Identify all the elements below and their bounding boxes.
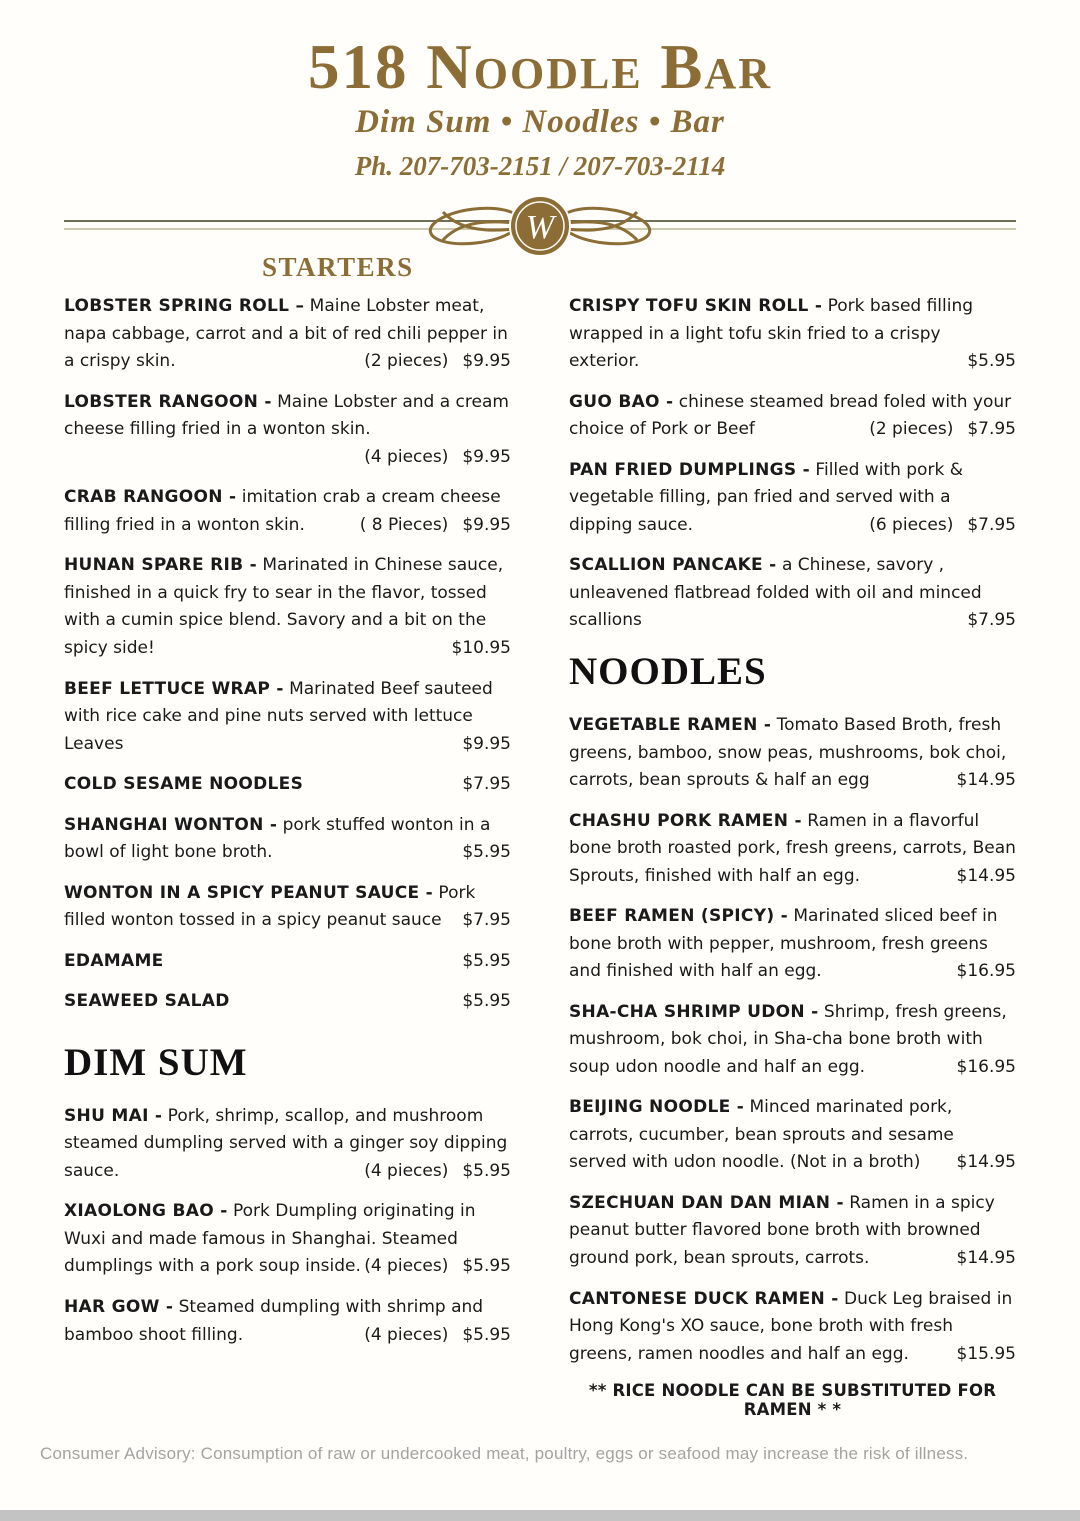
- menu-item: [64, 676, 511, 759]
- item-price-value: $7.95: [967, 514, 1016, 535]
- item-name: SHU MAI -: [64, 1105, 163, 1126]
- ornament-icon: [415, 184, 665, 268]
- item-price-value: $9.95: [462, 733, 511, 754]
- item-price: [957, 767, 1016, 795]
- item-desc: Maine Lobster meat, napa cabbage, carrot and a bit of red chili pepper in a crispy skin.: [64, 296, 508, 372]
- item-price: [364, 1158, 511, 1186]
- item-price-value: $5.95: [462, 991, 511, 1012]
- item-price-value: $14.95: [956, 1152, 1016, 1173]
- bottom-bar: [0, 1510, 1080, 1521]
- item-price-value: $9.95: [462, 446, 511, 467]
- menu-item: [569, 1286, 1016, 1369]
- menu-item: [64, 812, 511, 867]
- menu-item: [569, 903, 1016, 986]
- item-desc: Duck Leg braised in Hong Kong's XO sauce, bone broth with fresh greens, ramen noodles and half an egg.: [569, 1288, 1013, 1364]
- substitution-note: ** RICE NOODLE CAN BE SUBSTITUTED FOR RAMEN * *: [588, 1381, 997, 1420]
- item-name: BEEF RAMEN (SPICY) -: [569, 906, 788, 927]
- item-price: [967, 348, 1016, 376]
- restaurant-subtitle: Dim Sum • Noodles • Bar: [355, 104, 725, 141]
- item-desc: chinese steamed bread foled with your choice of Pork or Beef: [569, 391, 1012, 440]
- item-desc: Pork Dumpling originating in Wuxi and made famous in Shanghai. Steamed dumplings with a pork soup inside.: [64, 1201, 476, 1277]
- item-price-value: $9.95: [462, 351, 511, 372]
- item-price-value: $5.95: [462, 842, 511, 863]
- item-desc: Pork filled wonton tossed in a spicy peanut sauce: [64, 882, 476, 931]
- item-desc: Steamed dumpling with shrimp and bamboo shoot filling.: [64, 1297, 484, 1345]
- item-price-value: $15.95: [956, 1343, 1016, 1364]
- menu-item: [64, 552, 511, 662]
- item-pieces: (4 pieces): [364, 1256, 449, 1277]
- item-name: SZECHUAN DAN DAN MIAN -: [569, 1192, 844, 1213]
- menu-item: [64, 293, 511, 376]
- ornament-monogram: W: [525, 209, 555, 247]
- item-price-value: $10.95: [451, 637, 511, 658]
- item-desc: Ramen in a spicy peanut butter flavored bone broth with browned ground pork, bean sprouts, carrots.: [569, 1192, 995, 1269]
- item-name: SEAWEED SALAD: [64, 991, 230, 1012]
- menu-item: [569, 1094, 1016, 1177]
- item-price: [869, 416, 1016, 444]
- item-desc: Marinated Beef sauteed with rice cake and pine nuts served with lettuce Leaves: [64, 678, 493, 754]
- restaurant-title: 518 Noodle Bar: [308, 32, 772, 102]
- item-price: [364, 444, 511, 472]
- item-name: GUO BAO -: [569, 391, 674, 412]
- item-price: [957, 1054, 1016, 1082]
- item-desc: Shrimp, fresh greens, mushroom, bok choi, in Sha-cha bone broth with soup udon noodle and half an egg.: [569, 1001, 1007, 1077]
- item-name: HUNAN SPARE RIB -: [64, 555, 257, 576]
- item-price: [957, 863, 1016, 891]
- item-desc: Filled with pork & vegetable filling, pan fried and served with a dipping sauce.: [569, 459, 963, 535]
- menu-item: [64, 880, 511, 935]
- item-price-value: $7.95: [462, 774, 511, 795]
- item-price-value: $5.95: [462, 1256, 511, 1277]
- item-name: CRAB RANGOON -: [64, 487, 237, 508]
- menu-item: [64, 948, 511, 976]
- item-pieces: (4 pieces): [364, 446, 449, 467]
- menu-item: [64, 389, 511, 472]
- menu-item: [64, 1103, 511, 1186]
- item-price-value: $14.95: [956, 1248, 1016, 1269]
- consumer-advisory: Consumer Advisory: Consumption of raw or undercooked meat, poultry, eggs or seafood may increase the risk of illness.: [40, 1444, 969, 1463]
- item-name: XIAOLONG BAO -: [64, 1201, 228, 1222]
- item-pieces: (4 pieces): [364, 1160, 449, 1181]
- restaurant-phone: Ph. 207-703-2151 / 207-703-2114: [354, 151, 726, 182]
- item-name: WONTON IN A SPICY PEANUT SAUCE -: [64, 882, 434, 903]
- item-desc: Minced marinated pork, carrots, cucumber, bean sprouts and sesame served with udon noodle. (Not in a broth): [569, 1097, 954, 1173]
- item-price: [462, 771, 511, 799]
- item-name: CANTONESE DUCK RAMEN -: [569, 1288, 839, 1309]
- item-desc: Maine Lobster and a cream cheese filling fried in a wonton skin.: [64, 391, 509, 440]
- item-price: [957, 958, 1016, 986]
- item-price-value: $14.95: [956, 865, 1016, 886]
- menu-item: [569, 552, 1016, 635]
- item-name: HAR GOW -: [64, 1297, 174, 1318]
- menu-item: [569, 1190, 1016, 1273]
- menu-item: [569, 389, 1016, 444]
- item-price: [957, 1149, 1016, 1177]
- item-price-value: $7.95: [967, 610, 1016, 631]
- item-price-value: $5.95: [462, 1160, 511, 1181]
- item-name: PAN FRIED DUMPLINGS -: [569, 459, 811, 480]
- item-price-value: $5.95: [967, 351, 1016, 372]
- item-name: SHA-CHA SHRIMP UDON -: [569, 1001, 819, 1022]
- item-name: VEGETABLE RAMEN -: [569, 714, 772, 735]
- item-price: [462, 839, 511, 867]
- item-price: [957, 1341, 1016, 1369]
- item-price: [967, 607, 1016, 635]
- menu-item: [569, 999, 1016, 1082]
- menu-header: [64, 34, 1016, 182]
- item-name: SCALLION PANCAKE -: [569, 555, 777, 576]
- item-desc: imitation crab a cream cheese filling fried in a wonton skin.: [64, 487, 501, 535]
- section-label-starters: STARTERS: [262, 252, 414, 283]
- item-pieces: (2 pieces): [869, 419, 954, 440]
- menu-item: [569, 457, 1016, 540]
- item-desc: Marinated sliced beef in bone broth with pepper, mushroom, fresh greens and finished with half an egg.: [569, 906, 998, 982]
- menu-item: [64, 484, 511, 539]
- menu-item: [64, 1198, 511, 1281]
- item-price: [462, 731, 511, 759]
- item-name: BEEF LETTUCE WRAP -: [64, 678, 284, 699]
- item-desc: Tomato Based Broth, fresh greens, bamboo, snow peas, mushrooms, bok choi, carrots, bean sprouts & half an egg: [569, 714, 1007, 791]
- item-name: CHASHU PORK RAMEN -: [569, 810, 802, 831]
- item-desc: Ramen in a flavorful bone broth roasted pork, fresh greens, carrots, Bean Sprouts, finished with half an egg.: [569, 810, 1016, 886]
- menu-column-left: [64, 293, 511, 1362]
- item-desc: Marinated in Chinese sauce, finished in a quick fry to sear in the flavor, tossed with a cumin spice blend. Savory and a bit on the spicy side!: [64, 555, 504, 658]
- item-price-value: $7.95: [967, 419, 1016, 440]
- section-divider: [64, 206, 1016, 250]
- item-price-value: $5.95: [462, 950, 511, 971]
- item-price: [462, 907, 511, 935]
- item-price: [452, 635, 511, 663]
- item-pieces: (4 pieces): [364, 1324, 449, 1345]
- item-price: [462, 988, 511, 1016]
- menu-item: [569, 808, 1016, 891]
- item-desc: Pork based filling wrapped in a light tofu skin fried to a crispy exterior.: [569, 296, 974, 372]
- item-price-value: $7.95: [462, 910, 511, 931]
- menu-item: [569, 712, 1016, 795]
- menu-item: [64, 771, 511, 799]
- item-price: [462, 948, 511, 976]
- item-name: SHANGHAI WONTON -: [64, 814, 278, 835]
- menu-column-right: [569, 293, 1016, 1419]
- item-name: BEIJING NOODLE -: [569, 1097, 745, 1118]
- section-heading: DIM SUM: [64, 1040, 248, 1084]
- item-name: LOBSTER RANGOON -: [64, 391, 272, 412]
- item-name: CRISPY TOFU SKIN ROLL -: [569, 296, 823, 317]
- item-price: [957, 1245, 1016, 1273]
- item-price: [364, 1322, 511, 1350]
- item-pieces: (2 pieces): [364, 351, 449, 372]
- item-price-value: $9.95: [462, 514, 511, 535]
- item-name: LOBSTER SPRING ROLL –: [64, 296, 305, 317]
- item-price-value: $16.95: [956, 961, 1016, 982]
- item-desc: pork stuffed wonton in a bowl of light bone broth.: [64, 814, 491, 863]
- item-price-value: $16.95: [956, 1056, 1016, 1077]
- item-name: COLD SESAME NOODLES: [64, 774, 304, 795]
- item-price: [364, 348, 511, 376]
- item-price-value: $14.95: [956, 770, 1016, 791]
- item-desc: Pork, shrimp, scallop, and mushroom steamed dumpling served with a ginger soy dipping sauce.: [64, 1105, 508, 1181]
- item-price-value: $5.95: [462, 1324, 511, 1345]
- menu-columns: [64, 293, 1016, 1419]
- menu-item: [569, 293, 1016, 376]
- section-heading: NOODLES: [569, 649, 767, 693]
- item-price: [869, 512, 1016, 540]
- menu-item: [64, 1294, 511, 1349]
- item-pieces: (6 pieces): [869, 514, 954, 535]
- item-pieces: ( 8 Pieces): [359, 514, 449, 535]
- menu-item: [64, 988, 511, 1016]
- item-desc: a Chinese, savory , unleavened flatbread folded with oil and minced scallions: [569, 555, 982, 631]
- item-price: [360, 512, 511, 540]
- item-name: EDAMAME: [64, 950, 164, 971]
- item-price: [364, 1253, 511, 1281]
